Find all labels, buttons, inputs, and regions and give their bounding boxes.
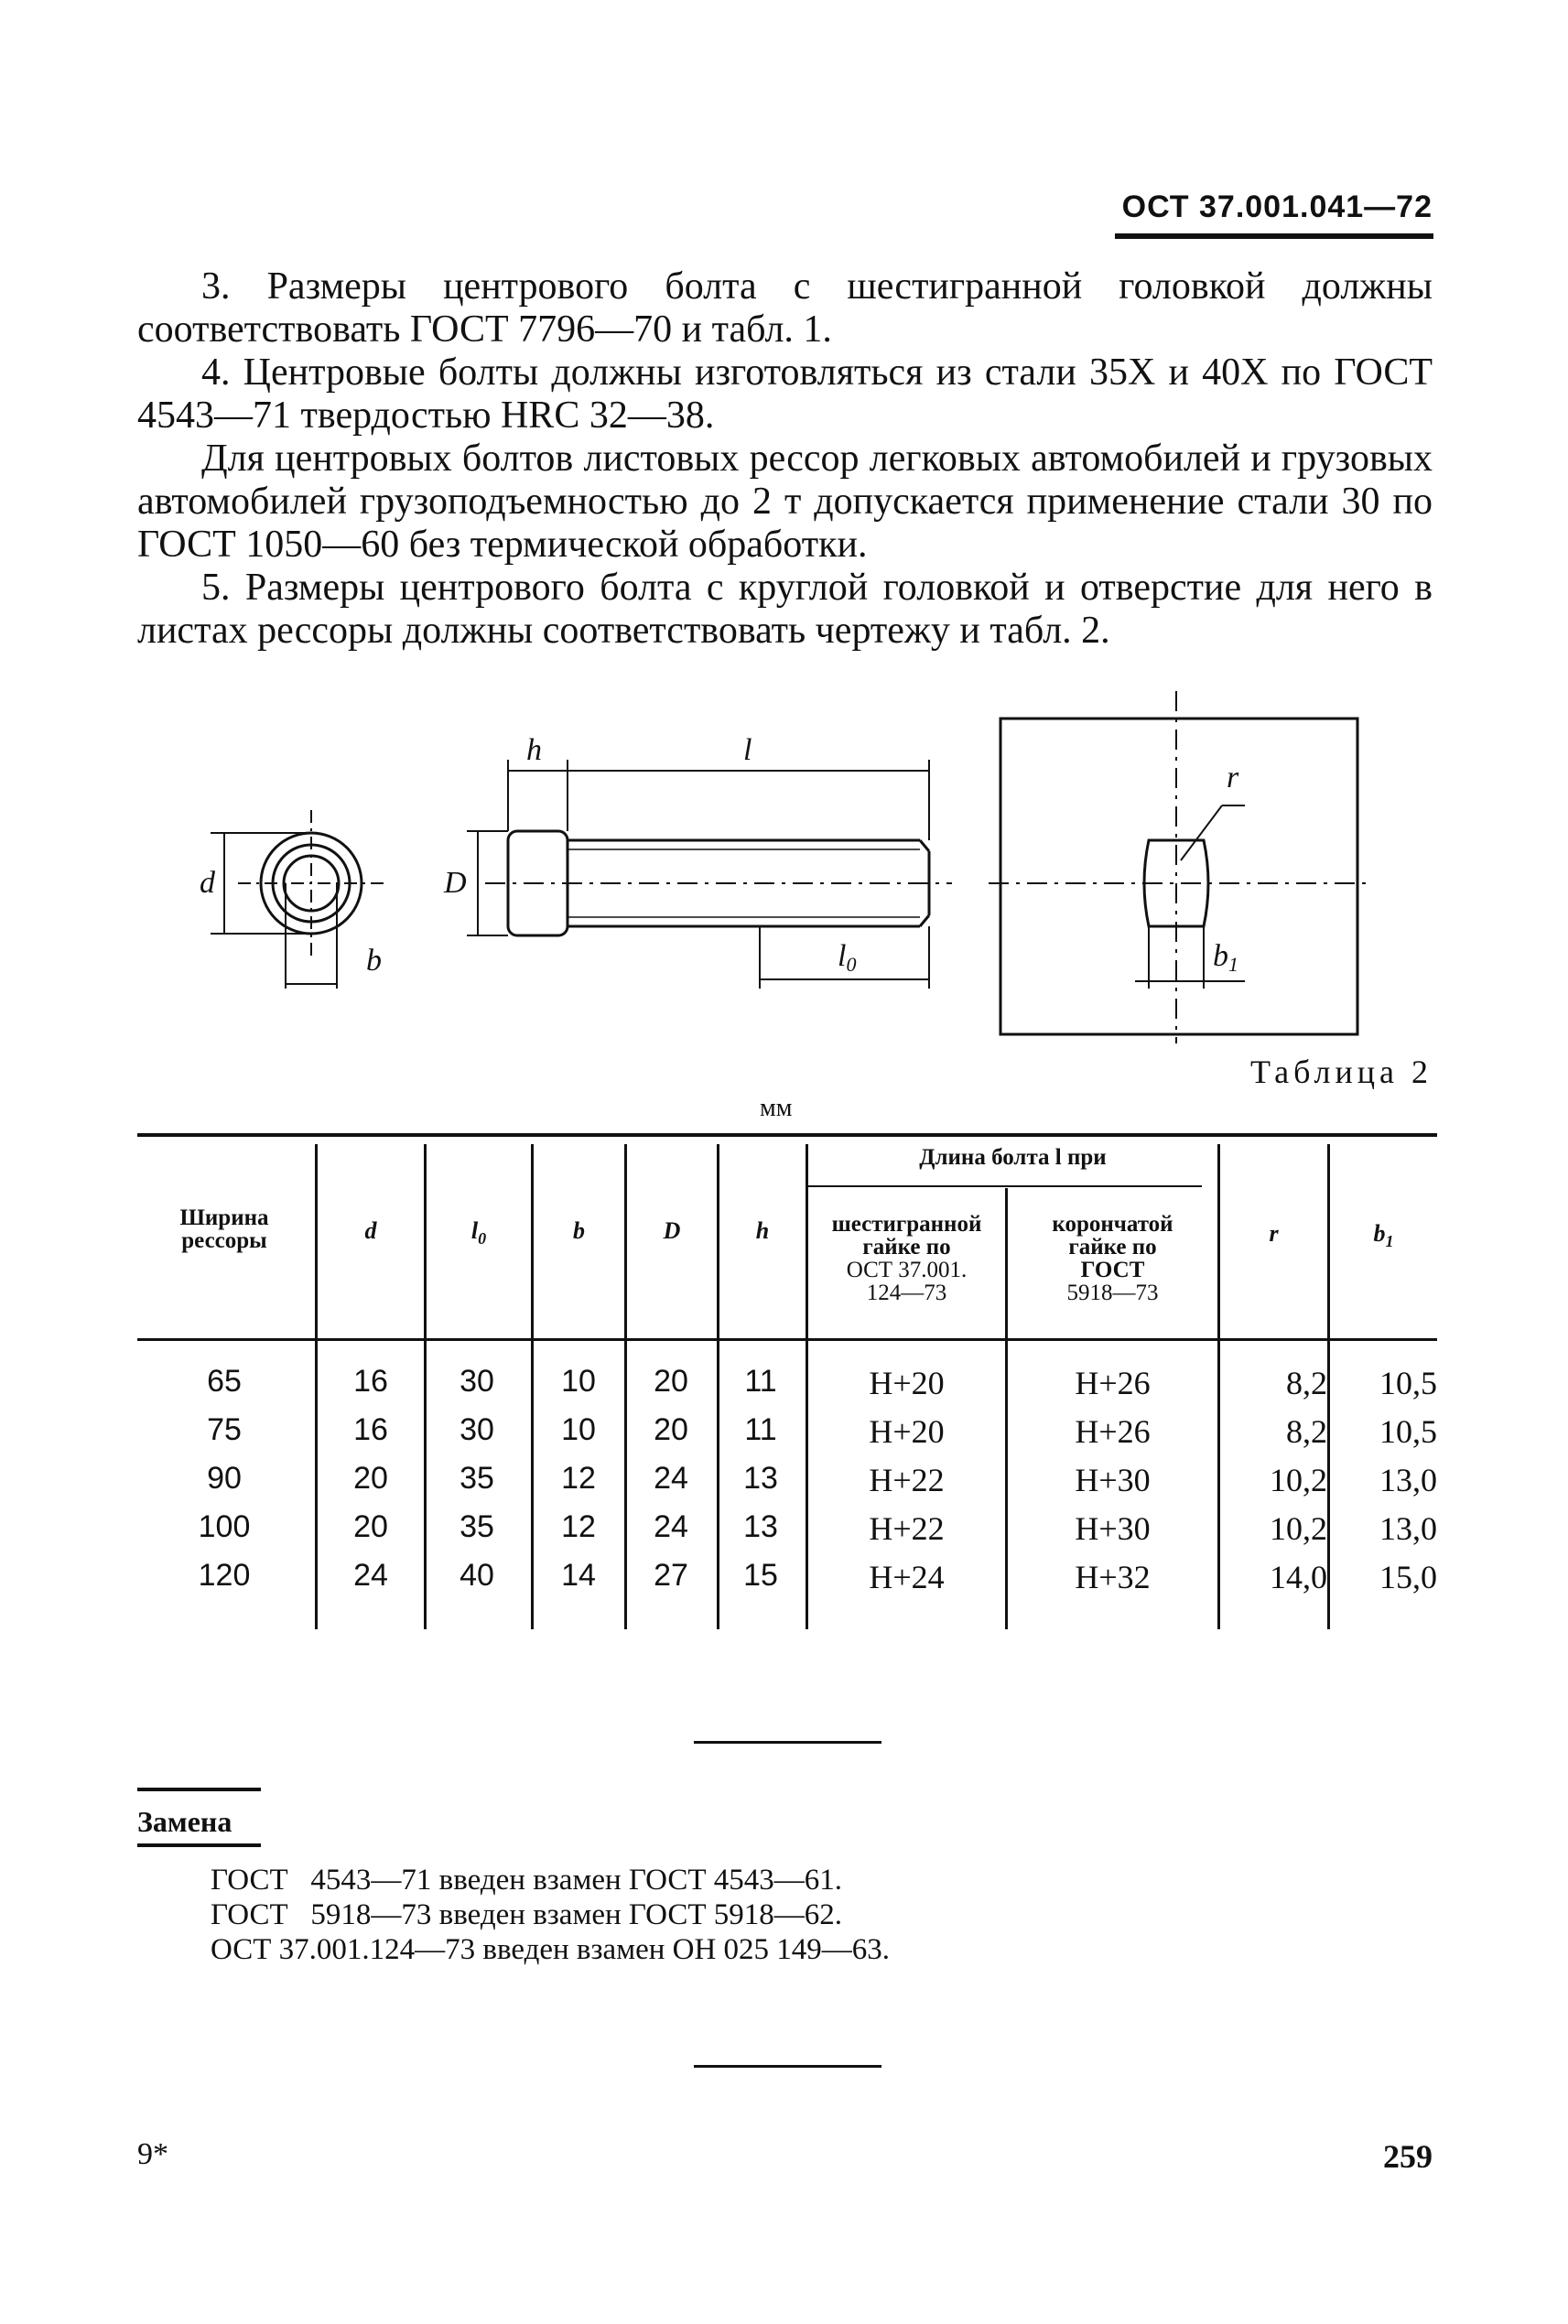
footer-separator	[694, 2065, 881, 2068]
bolt-drawing	[183, 686, 1446, 1043]
table-header-rule	[137, 1338, 1437, 1341]
table-cell: 15,0	[1379, 1559, 1437, 1595]
table-units: мм	[760, 1094, 793, 1122]
table-cell: 13,0	[1379, 1510, 1437, 1547]
paragraph-5: 5. Размеры центрового болта с круглой головкой и отверстие для него в листах рессоры должны соответствовать чертежу и табл. 2.	[137, 567, 1433, 652]
table-cell: 8,2	[1286, 1365, 1327, 1401]
header-length-group: Длина болта l при	[919, 1145, 1107, 1170]
bolt-side-view	[467, 760, 952, 989]
table-cell: 10	[561, 1364, 596, 1399]
header-hex-nut-line: шестигранной	[831, 1212, 982, 1237]
replacement-bottom-rule	[137, 1843, 261, 1847]
header-width-line1: Ширина	[179, 1205, 269, 1230]
header-b1-sub: 1	[1385, 1232, 1394, 1251]
table-cell: 20	[353, 1509, 388, 1544]
table-top-rule	[137, 1133, 1437, 1137]
header-rule	[1115, 233, 1433, 239]
label-b: b	[366, 944, 382, 978]
table-cell: 14,0	[1270, 1559, 1327, 1595]
table-cell: H+32	[1075, 1559, 1151, 1595]
label-d: d	[200, 866, 215, 900]
table-cell: 14	[561, 1558, 596, 1593]
table-cell: 11	[744, 1364, 777, 1399]
header-l0	[427, 1219, 531, 1250]
label-b1-sub: 1	[1228, 953, 1238, 976]
header-width-line2: рессоры	[181, 1228, 267, 1253]
table-cell: 100	[198, 1509, 251, 1544]
table-cell: 30	[460, 1364, 494, 1399]
length-group-rule	[806, 1185, 1202, 1187]
table-cell: 10,2	[1270, 1462, 1327, 1498]
table-cell: H+20	[869, 1365, 945, 1401]
table-cell: 12	[561, 1509, 596, 1544]
replacement-line: ГОСТ 5918—73 введен взамен ГОСТ 5918—62.	[211, 1898, 843, 1931]
replacement-title: Замена	[137, 1805, 232, 1838]
label-l: l	[743, 733, 752, 767]
table-cell: 10	[561, 1412, 596, 1447]
table-cell: 12	[561, 1461, 596, 1496]
table-cell: 24	[353, 1558, 388, 1593]
table-cell: 13	[743, 1461, 778, 1496]
document-code: ОСТ 37.001.041—72	[1121, 189, 1433, 224]
header-h: h	[755, 1217, 770, 1244]
header-castle-nut-line: гайке по	[1068, 1235, 1157, 1259]
label-h: h	[526, 733, 542, 767]
replacement-line: ОСТ 37.001.124—73 введен взамен ОН 025 149—63.	[211, 1933, 891, 1966]
header-hex-nut	[808, 1213, 1005, 1304]
header-d: d	[364, 1217, 377, 1244]
table-cell: 24	[654, 1461, 688, 1496]
replacement-line: ГОСТ 4543—71 введен взамен ГОСТ 4543—61.	[211, 1864, 843, 1897]
leaf-hole-view	[989, 691, 1368, 1043]
header-b1-main: b	[1373, 1220, 1386, 1247]
body-text	[137, 265, 1433, 653]
table-body	[137, 1364, 1437, 1620]
table-cell: 11	[744, 1412, 777, 1447]
header-castle-nut	[1008, 1213, 1217, 1304]
paragraph-3: 3. Размеры центрового болта с шестигранной головкой должны соответствовать ГОСТ 7796—70 и табл. 1.	[137, 265, 1433, 351]
table-cell: H+30	[1075, 1510, 1151, 1547]
header-l0-main: l	[470, 1217, 479, 1244]
table-cell: 20	[654, 1364, 688, 1399]
table-cell: 27	[654, 1558, 688, 1593]
label-D: D	[444, 866, 467, 900]
table-cell: 16	[353, 1364, 388, 1399]
label-l0-sub: 0	[846, 953, 857, 976]
table-cell: H+22	[869, 1510, 945, 1547]
table-cell: 13	[743, 1509, 778, 1544]
header-width	[137, 1206, 311, 1252]
header-castle-nut-line: 5918—73	[1066, 1281, 1159, 1305]
table-cell: 75	[207, 1412, 242, 1447]
header-r: r	[1269, 1220, 1279, 1247]
table-cell: 35	[460, 1461, 494, 1496]
paragraph-steel-note: Для центровых болтов листовых рессор легковых автомобилей и грузовых автомобилей грузоподъемностью до 2 т допускается применение стали 30 по ГОСТ 1050—60 без термической обработки.	[137, 438, 1433, 566]
table-cell: 10,2	[1270, 1510, 1327, 1547]
header-hex-nut-line: ОСТ 37.001.	[846, 1258, 968, 1282]
table-cell: H+26	[1075, 1413, 1151, 1450]
header-l0-sub: 0	[478, 1229, 487, 1248]
signature-mark: 9*	[137, 2137, 168, 2171]
table-cell: H+30	[1075, 1462, 1151, 1498]
label-b1	[1213, 939, 1238, 976]
header-hex-nut-line: 124—73	[866, 1281, 947, 1305]
header-hex-nut-line: гайке по	[862, 1235, 951, 1259]
table-cell: 20	[353, 1461, 388, 1496]
label-l0	[838, 939, 856, 976]
table-cell: 8,2	[1286, 1413, 1327, 1450]
table-cell: 65	[207, 1364, 242, 1399]
label-r: r	[1227, 761, 1239, 794]
label-l0-main: l	[838, 939, 847, 973]
table-cell: H+22	[869, 1462, 945, 1498]
paragraph-4: 4. Центровые болты должны изготовляться из стали 35Х и 40Х по ГОСТ 4543—71 твердостью HRC 32—38.	[137, 351, 1433, 437]
header-castle-nut-line: ГОСТ	[1080, 1258, 1145, 1282]
table-cell: 13,0	[1379, 1462, 1437, 1498]
table-cell: 120	[198, 1558, 251, 1593]
table-cell: 10,5	[1379, 1413, 1437, 1450]
header-b1	[1330, 1222, 1437, 1253]
table-cell: 20	[654, 1412, 688, 1447]
table-caption: Таблица 2	[1250, 1054, 1433, 1090]
header-D: D	[663, 1217, 681, 1244]
table-cell: 10,5	[1379, 1365, 1437, 1401]
label-b1-main: b	[1213, 939, 1228, 973]
header-castle-nut-line: корончатой	[1052, 1212, 1173, 1237]
table-cell: 90	[207, 1461, 242, 1496]
replacement-top-rule	[137, 1788, 261, 1791]
table-cell: 24	[654, 1509, 688, 1544]
table-cell: 35	[460, 1509, 494, 1544]
table-cell: H+26	[1075, 1365, 1151, 1401]
replacement-lines	[211, 1863, 890, 1967]
table-cell: H+20	[869, 1413, 945, 1450]
page-number: 259	[1383, 2138, 1433, 2175]
section-separator	[694, 1741, 881, 1744]
table-cell: H+24	[869, 1559, 945, 1595]
bolt-end-view	[211, 810, 384, 989]
table-cell: 30	[460, 1412, 494, 1447]
table-cell: 16	[353, 1412, 388, 1447]
header-b: b	[573, 1217, 585, 1244]
table-cell: 15	[743, 1558, 778, 1593]
table-cell: 40	[460, 1558, 494, 1593]
